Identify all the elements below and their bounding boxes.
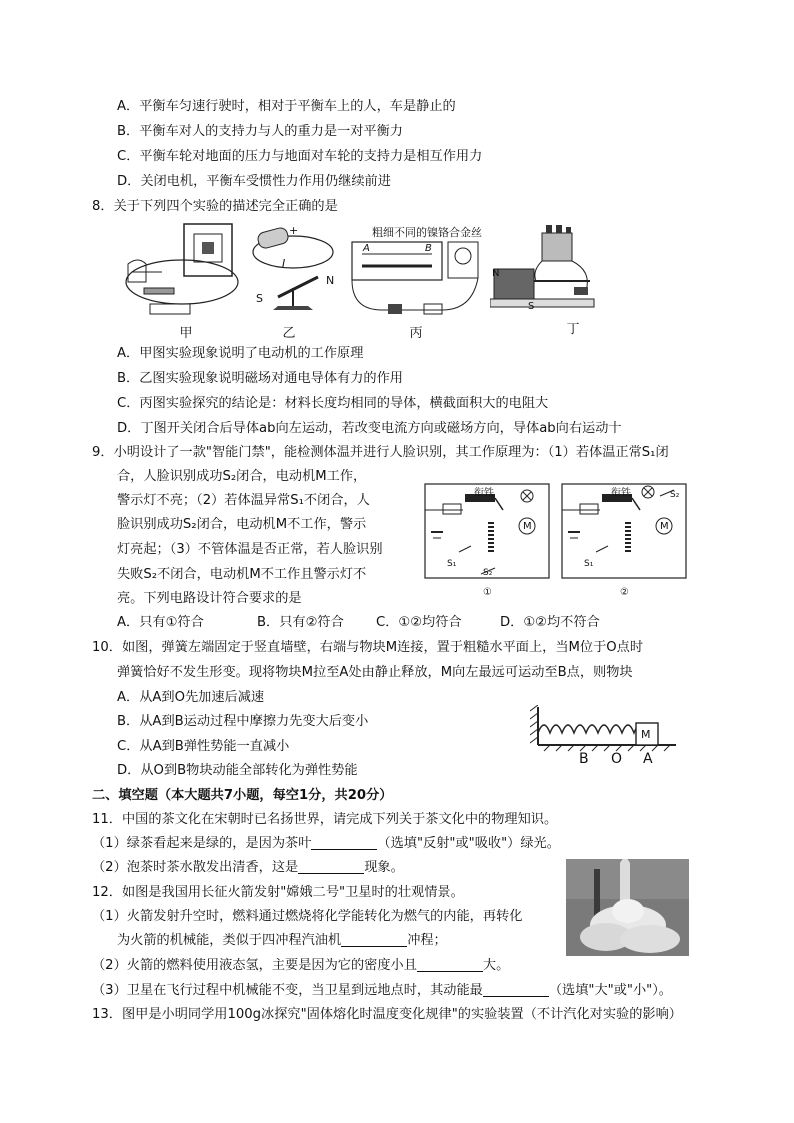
q9-option-b: B．只有②符合 [257,615,344,630]
ding-s-label: S [528,301,535,312]
q10-option-b: B．从A到B运动过程中摩擦力先变大后变小 [117,714,369,729]
yi-current-label: I [282,257,286,270]
q8-figure-ding [490,225,602,320]
q12-blank-2[interactable] [417,957,483,972]
circuit2-s2-label: S₂ [670,490,680,500]
yi-s-label: S [256,292,263,305]
q9-line-3: 警示灯不亮；（2）若体温异常S₁不闭合，人 [117,493,370,508]
q7-option-a: A．平衡车匀速行驶时，相对于平衡车上的人，车是静止的 [117,99,456,114]
yi-plus-label: + [289,224,299,237]
spring-point-b: B [579,751,589,767]
bing-title: 粗细不同的镍铬合金丝 [372,226,482,239]
q8-option-d: D．丁图开关闭合后导体ab向左运动，若改变电流方向或磁场方向，导体ab向右运动十 [117,421,622,436]
q9-line-5: 灯亮起；（3）不管体温是否正常，若人脸识别 [117,542,383,557]
q10-option-a: A．从A到O先加速后减速 [117,690,265,705]
q12-stem: 12．如图是我国用长征火箭发射"嫦娥二号"卫星时的壮观情景。 [92,885,464,900]
q10-option-c: C．从A到B弹性势能一直减小 [117,739,290,754]
circuit2-magnet-label: 衔铁 [611,488,631,499]
q8-caption-ding: 丁 [566,322,580,337]
q7-option-d: D．关闭电机，平衡车受惯性力作用仍继续前进 [117,174,391,189]
circuit1-s2-label: S₂ [483,568,493,578]
ding-n-label: N [492,268,500,279]
q8-stem: 8．关于下列四个实验的描述完全正确的是 [92,199,338,214]
circuit1-motor-label: M [523,521,532,532]
q12-part-1-line-2 [117,932,447,950]
q10-spring-figure [530,705,680,755]
q9-line-6: 失败S₂不闭合，电动机M不工作且警示灯不 [117,567,367,582]
section-2-title: 二、填空题（本大题共7小题，每空1分，共20分） [92,788,393,803]
q12-blank-3[interactable] [483,982,549,997]
bing-a-label: A [363,243,370,254]
q9-line-7: 亮。下列电路设计符合要求的是 [117,591,302,606]
q11-part-1-pre: （1）绿茶看起来是绿的，是因为茶叶 [92,836,312,851]
q11-part-1-post: （选填"反射"或"吸收"）绿光。 [377,836,560,851]
circuit1-caption: ① [483,587,492,598]
q12-part-2-post: 大。 [482,958,510,973]
q11-blank-2[interactable] [298,859,364,874]
circuit2-s1-label: S₁ [584,559,594,569]
q12-blank-1[interactable] [341,932,407,947]
q8-option-a: A．甲图实验现象说明了电动机的工作原理 [117,346,364,361]
q10-line-1: 10．如图，弹簧左端固定于竖直墙壁，右端与物块M连接，置于粗糙水平面上，当M位于O点时 [92,640,644,655]
spring-point-a: A [643,751,653,767]
circuit2-motor-label: M [660,521,669,532]
q10-option-d: D．从O到B物块动能全部转化为弹性势能 [117,763,358,778]
q7-option-c: C．平衡车轮对地面的压力与地面对车轮的支持力是相互作用力 [117,149,483,164]
q9-line-1: 9．小明设计了一款"智能门禁"，能检测体温并进行人脸识别，其工作原理为：（1）若体温正常S₁闭 [92,445,669,460]
spring-block-label: M [641,728,651,741]
q7-option-b: B．平衡车对人的支持力与人的重力是一对平衡力 [117,124,403,139]
q11-part-2-pre: （2）泡茶时茶水散发出清香，这是 [92,860,299,875]
circuit1-s1-label: S₁ [447,559,457,569]
q8-figure-jia [122,222,240,322]
q8-caption-yi: 乙 [282,326,296,341]
q9-line-4: 脸识别成功S₂闭合，电动机M不工作，警示 [117,517,367,532]
q12-part-3-post: （选填"大"或"小"）。 [548,983,672,998]
q12-part-2-pre: （2）火箭的燃料使用液态氢，主要是因为它的密度小且 [92,958,417,973]
q11-part-2-post: 现象。 [364,860,404,875]
q8-option-b: B．乙图实验现象说明磁场对通电导体有力的作用 [117,371,403,386]
q9-option-a: A．只有①符合 [117,615,204,630]
circuit2-caption: ② [620,587,629,598]
q11-stem: 11．中国的茶文化在宋朝时已名扬世界，请完成下列关于茶文化中的物理知识。 [92,812,558,827]
yi-n-label: N [326,274,335,287]
q8-caption-bing: 丙 [409,326,423,341]
q12-part-1-post: 冲程； [407,933,447,948]
circuit1-magnet-label: 衔铁 [474,488,494,499]
q9-option-d: D．①②均不符合 [500,615,600,630]
spring-point-o: O [611,751,623,767]
q12-part-1-line-1: （1）火箭发射升空时，燃料通过燃烧将化学能转化为燃气的内能，再转化 [92,909,523,924]
q11-part-2 [92,859,404,877]
q12-part-2 [92,957,509,975]
q12-part-3 [92,982,672,1000]
q9-line-2: 合，人脸识别成功S₂闭合，电动机M工作， [117,469,367,484]
q10-line-2: 弹簧恰好不发生形变。现将物块M拉至A处由静止释放，M向左最远可运动至B点，则物块 [117,665,633,680]
q12-part-3-pre: （3）卫星在飞行过程中机械能不变，当卫星到远地点时，其动能最 [92,983,483,998]
q8-caption-jia: 甲 [179,326,193,341]
q11-part-1 [92,835,560,853]
q8-option-c: C．丙图实验探究的结论是：材料长度均相同的导体，横截面积大的电阻大 [117,396,549,411]
q12-part-1-pre: 为火箭的机械能，类似于四冲程汽油机 [117,933,342,948]
q13-stem: 13．图甲是小明同学用100g冰探究"固体熔化时温度变化规律"的实验装置（不计汽化对实验的影响） [92,1007,682,1022]
q12-rocket-photo [566,859,689,956]
q11-blank-1[interactable] [311,835,377,850]
q9-option-c: C．①②均符合 [376,615,462,630]
bing-b-label: B [425,243,432,254]
